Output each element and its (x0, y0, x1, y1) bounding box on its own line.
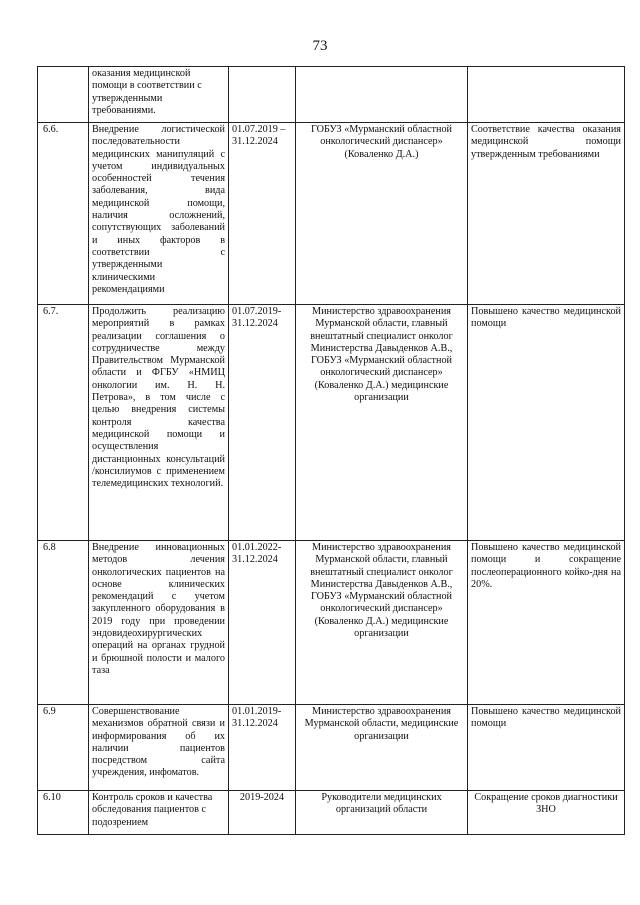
activity-cell: Совершенствование механизмов обратной связи и информирования об их наличии пациентов посредством сайта учреждения, инфоматов. (89, 705, 229, 791)
dates-cell (229, 67, 296, 123)
dates-cell: 01.07.2019- 31.12.2024 (229, 305, 296, 541)
row-number: 6.6. (38, 123, 89, 305)
activity-cell: оказания медицинской помощи в соответствии с утвержденными требованиями. (89, 67, 229, 123)
table-row (38, 123, 625, 305)
dates-cell: 01.07.2019 – 31.12.2024 (229, 123, 296, 305)
result-cell: Повышено качество медицинской помощи (468, 305, 625, 541)
activity-cell: Внедрение логистической последовательности медицинских манипуляций с учетом индивидуальных особенностей течения заболевания, вида медицинской помощи, наличия осложнений, сопутствующих заболеваний и иных факторов в соответствии с утвержденными клиническими рекомендациями (89, 123, 229, 305)
table-row (38, 67, 625, 123)
page-number: 73 (312, 38, 328, 54)
row-number: 6.9 (38, 705, 89, 791)
dates-cell: 2019-2024 (229, 791, 296, 835)
responsible-cell: Министерство здравоохранения Мурманской области, главный внештатный специалист онколог Министерства Давыденков А.В., ГОБУЗ «Мурманский областной онкологический диспансер» (Коваленко Д.А.) медицинские организации (296, 541, 468, 705)
result-cell: Повышено качество медицинской помощи (468, 705, 625, 791)
responsible-cell: ГОБУЗ «Мурманский областной онкологический диспансер» (Коваленко Д.А.) (296, 123, 468, 305)
activity-cell: Внедрение инновационных методов лечения онкологических пациентов на основе клинических рекомендаций с учетом закупленного оборудования в 2019 году при проведении эндовидеохирургических операций на органах грудной и брюшной полости и малого таза (89, 541, 229, 705)
table-row (38, 791, 625, 835)
result-cell (468, 67, 625, 123)
table-row (38, 541, 625, 705)
dates-cell: 01.01.2019- 31.12.2024 (229, 705, 296, 791)
row-number: 6.7. (38, 305, 89, 541)
table-row (38, 705, 625, 791)
responsible-cell (296, 67, 468, 123)
responsible-cell: Руководители медицинских организаций области (296, 791, 468, 835)
activity-table (37, 66, 625, 835)
result-cell: Сокращение сроков диагностики ЗНО (468, 791, 625, 835)
row-number (38, 67, 89, 123)
responsible-cell: Министерство здравоохранения Мурманской области, медицинские организации (296, 705, 468, 791)
activity-cell: Контроль сроков и качества обследования пациентов с подозрением (89, 791, 229, 835)
row-number: 6.8 (38, 541, 89, 705)
result-cell: Повышено качество медицинской помощи и сокращение послеоперационного койко-дня на 20%. (468, 541, 625, 705)
result-cell: Соответствие качества оказания медицинской помощи утвержденным требованиями (468, 123, 625, 305)
dates-cell: 01.01.2022- 31.12.2024 (229, 541, 296, 705)
row-number: 6.10 (38, 791, 89, 835)
table-row (38, 305, 625, 541)
responsible-cell: Министерство здравоохранения Мурманской области, главный внештатный специалист онколог Министерства Давыденков А.В., ГОБУЗ «Мурманский областной онкологический диспансер» (Коваленко Д.А.) медицинские организации (296, 305, 468, 541)
activity-cell: Продолжить реализацию мероприятий в рамках реализации соглашения о сотрудничестве между Правительством Мурманской области и ФГБУ «НМИЦ онкологии им. Н. Н. Петрова», в том числе с целью внедрения системы контроля качества медицинской помощи и осуществления дистанционных консультаций /консилиумов с применением телемедицинских технологий. (89, 305, 229, 541)
